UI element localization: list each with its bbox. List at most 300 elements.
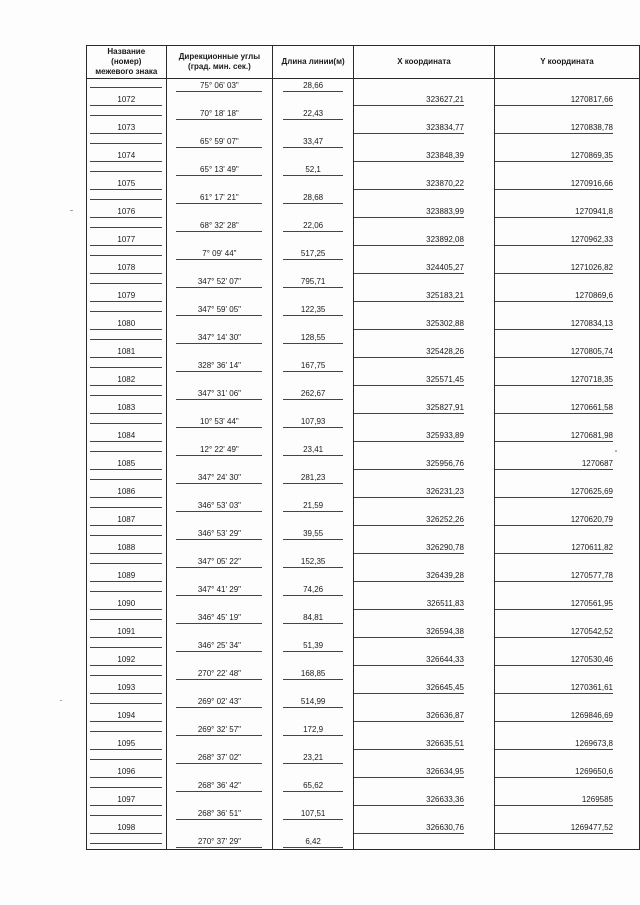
direction-angle-cell <box>166 807 273 821</box>
line-length-cell <box>273 331 354 345</box>
x-coordinate-cell <box>353 191 494 205</box>
y-coordinate-cell <box>494 807 639 821</box>
line-length-text: 172,9 <box>283 724 343 736</box>
x-coordinate-cell <box>353 611 494 625</box>
point-name-cell <box>87 709 167 723</box>
segment-row <box>87 331 640 345</box>
segment-row <box>87 415 640 429</box>
y-coordinate-text: 1269673,8 <box>495 738 613 750</box>
point-name-cell <box>87 695 167 709</box>
direction-angle-cell <box>166 569 273 583</box>
line-length-cell <box>273 205 354 219</box>
segment-row <box>87 499 640 513</box>
point-name-text: 1074 <box>90 150 162 162</box>
line-length-cell <box>273 597 354 611</box>
segment-row <box>87 471 640 485</box>
point-name-cell <box>87 443 167 457</box>
x-coordinate-text: 326290,78 <box>354 542 464 554</box>
segment-row <box>87 79 640 94</box>
point-name-cell <box>87 821 167 835</box>
y-coordinate-cell <box>494 793 639 807</box>
direction-angle-cell <box>166 247 273 261</box>
x-coordinate-cell <box>353 583 494 597</box>
y-coordinate-cell <box>494 569 639 583</box>
y-coordinate-cell <box>494 429 639 443</box>
point-name-text: 1093 <box>90 682 162 694</box>
x-coordinate-cell <box>353 751 494 765</box>
y-coordinate-text: 1270962,33 <box>495 234 613 246</box>
y-coordinate-text: 1270361,61 <box>495 682 613 694</box>
line-length-cell <box>273 317 354 331</box>
point-name-cell <box>87 471 167 485</box>
x-coordinate-cell <box>353 779 494 793</box>
point-name-text: 1084 <box>90 430 162 442</box>
segment-row <box>87 667 640 681</box>
point-name-cell <box>87 835 167 850</box>
point-name-cell <box>87 597 167 611</box>
y-coordinate-cell <box>494 723 639 737</box>
x-coordinate-cell <box>353 667 494 681</box>
y-coordinate-text: 1271026,82 <box>495 262 613 274</box>
direction-angle-text: 347° 31' 06" <box>176 388 262 400</box>
point-name-cell <box>87 135 167 149</box>
line-length-text: 84,81 <box>283 612 343 624</box>
line-length-text: 21,59 <box>283 500 343 512</box>
point-name-cell <box>87 401 167 415</box>
header-direction-angle: Дирекционные углы (град. мин. сек.) <box>166 46 273 79</box>
point-name-cell <box>87 79 167 94</box>
y-coordinate-cell <box>494 443 639 457</box>
point-name-cell <box>87 387 167 401</box>
direction-angle-cell <box>166 499 273 513</box>
x-coordinate-text: 325302,88 <box>354 318 464 330</box>
x-coordinate-cell <box>353 359 494 373</box>
line-length-text: 23,21 <box>283 752 343 764</box>
x-coordinate-cell <box>353 331 494 345</box>
direction-angle-cell <box>166 709 273 723</box>
x-coordinate-cell <box>353 709 494 723</box>
y-coordinate-text: 1270869,35 <box>495 150 613 162</box>
line-length-text: 167,75 <box>283 360 343 372</box>
point-name-text: 1097 <box>90 794 162 806</box>
x-coordinate-cell <box>353 793 494 807</box>
x-coordinate-cell <box>353 219 494 233</box>
point-row <box>87 345 640 359</box>
point-name-text: 1073 <box>90 122 162 134</box>
point-row <box>87 653 640 667</box>
direction-angle-cell <box>166 555 273 569</box>
point-name-cell <box>87 219 167 233</box>
direction-angle-cell <box>166 107 273 121</box>
line-length-cell <box>273 569 354 583</box>
line-length-cell <box>273 695 354 709</box>
point-name-text: 1079 <box>90 290 162 302</box>
point-name-text: 1090 <box>90 598 162 610</box>
point-name-text: 1077 <box>90 234 162 246</box>
point-row <box>87 709 640 723</box>
line-length-cell <box>273 639 354 653</box>
segment-row <box>87 443 640 457</box>
y-coordinate-cell <box>494 779 639 793</box>
point-name-text: 1086 <box>90 486 162 498</box>
header-y-coordinate: Y координата <box>494 46 639 79</box>
direction-angle-text: 65° 59' 07" <box>176 136 262 148</box>
point-row <box>87 681 640 695</box>
segment-row <box>87 275 640 289</box>
direction-angle-cell <box>166 93 273 107</box>
line-length-cell <box>273 401 354 415</box>
x-coordinate-cell <box>353 807 494 821</box>
direction-angle-text: 346° 53' 03" <box>176 500 262 512</box>
y-coordinate-cell <box>494 177 639 191</box>
point-name-cell <box>87 93 167 107</box>
x-coordinate-cell <box>353 723 494 737</box>
x-coordinate-text: 325428,26 <box>354 346 464 358</box>
point-name-text: 1078 <box>90 262 162 274</box>
y-coordinate-cell <box>494 275 639 289</box>
direction-angle-cell <box>166 695 273 709</box>
line-length-text: 33,47 <box>283 136 343 148</box>
direction-angle-cell <box>166 737 273 751</box>
line-length-text: 281,23 <box>283 472 343 484</box>
direction-angle-cell <box>166 639 273 653</box>
direction-angle-cell <box>166 177 273 191</box>
direction-angle-cell <box>166 331 273 345</box>
y-coordinate-cell <box>494 345 639 359</box>
line-length-cell <box>273 555 354 569</box>
point-name-cell <box>87 359 167 373</box>
x-coordinate-text: 323892,08 <box>354 234 464 246</box>
point-name-text: 1072 <box>90 94 162 106</box>
line-length-cell <box>273 191 354 205</box>
segment-row <box>87 723 640 737</box>
point-name-cell <box>87 737 167 751</box>
point-name-cell <box>87 233 167 247</box>
x-coordinate-cell <box>353 177 494 191</box>
y-coordinate-cell <box>494 107 639 121</box>
segment-row <box>87 639 640 653</box>
y-coordinate-text: 1270681,98 <box>495 430 613 442</box>
line-length-cell <box>273 163 354 177</box>
y-coordinate-cell <box>494 163 639 177</box>
x-coordinate-cell <box>353 653 494 667</box>
point-row <box>87 149 640 163</box>
direction-angle-cell <box>166 457 273 471</box>
line-length-cell <box>273 107 354 121</box>
direction-angle-cell <box>166 121 273 135</box>
direction-angle-text: 269° 32' 57" <box>176 724 262 736</box>
point-row <box>87 401 640 415</box>
point-name-cell <box>87 331 167 345</box>
line-length-cell <box>273 793 354 807</box>
point-name-cell <box>87 765 167 779</box>
x-coordinate-cell <box>353 289 494 303</box>
line-length-text: 65,62 <box>283 780 343 792</box>
direction-angle-text: 75° 06' 03" <box>176 80 262 92</box>
y-coordinate-cell <box>494 499 639 513</box>
y-coordinate-cell <box>494 513 639 527</box>
line-length-cell <box>273 723 354 737</box>
point-name-cell <box>87 415 167 429</box>
x-coordinate-cell <box>353 373 494 387</box>
x-coordinate-cell <box>353 737 494 751</box>
point-row <box>87 261 640 275</box>
x-coordinate-cell <box>353 121 494 135</box>
x-coordinate-text: 326636,87 <box>354 710 464 722</box>
point-name-cell <box>87 779 167 793</box>
line-length-text: 107,51 <box>283 808 343 820</box>
x-coordinate-cell <box>353 415 494 429</box>
direction-angle-cell <box>166 541 273 555</box>
segment-row <box>87 807 640 821</box>
point-row <box>87 93 640 107</box>
scan-speck <box>60 700 62 701</box>
direction-angle-cell <box>166 303 273 317</box>
direction-angle-cell <box>166 443 273 457</box>
x-coordinate-text: 324405,27 <box>354 262 464 274</box>
x-coordinate-text: 323834,77 <box>354 122 464 134</box>
x-coordinate-text: 326644,33 <box>354 654 464 666</box>
line-length-text: 22,06 <box>283 220 343 232</box>
y-coordinate-text: 1270941,8 <box>495 206 613 218</box>
x-coordinate-text: 325571,45 <box>354 374 464 386</box>
x-coordinate-cell <box>353 625 494 639</box>
direction-angle-cell <box>166 513 273 527</box>
x-coordinate-cell <box>353 247 494 261</box>
x-coordinate-cell <box>353 233 494 247</box>
direction-angle-cell <box>166 373 273 387</box>
line-length-text: 51,39 <box>283 640 343 652</box>
direction-angle-text: 70° 18' 18" <box>176 108 262 120</box>
point-name-text: 1081 <box>90 346 162 358</box>
y-coordinate-cell <box>494 359 639 373</box>
y-coordinate-cell <box>494 121 639 135</box>
direction-angle-cell <box>166 765 273 779</box>
boundary-coordinates-table <box>86 45 640 850</box>
table-header-row <box>87 46 640 79</box>
line-length-text: 28,66 <box>283 80 343 92</box>
point-name-cell <box>87 149 167 163</box>
line-length-cell <box>273 751 354 765</box>
x-coordinate-text: 325933,89 <box>354 430 464 442</box>
line-length-cell <box>273 303 354 317</box>
y-coordinate-text: 1270530,46 <box>495 654 613 666</box>
line-length-cell <box>273 499 354 513</box>
direction-angle-cell <box>166 345 273 359</box>
line-length-cell <box>273 121 354 135</box>
line-length-cell <box>273 289 354 303</box>
line-length-cell <box>273 219 354 233</box>
point-name-cell <box>87 163 167 177</box>
direction-angle-cell <box>166 527 273 541</box>
line-length-cell <box>273 583 354 597</box>
direction-angle-text: 7° 09' 44" <box>176 248 262 260</box>
line-length-text: 128,55 <box>283 332 343 344</box>
y-coordinate-cell <box>494 681 639 695</box>
line-length-cell <box>273 387 354 401</box>
line-length-cell <box>273 359 354 373</box>
segment-row <box>87 359 640 373</box>
y-coordinate-text: 1270561,95 <box>495 598 613 610</box>
segment-row <box>87 779 640 793</box>
segment-row <box>87 527 640 541</box>
line-length-cell <box>273 541 354 555</box>
y-coordinate-cell <box>494 79 639 94</box>
segment-row <box>87 555 640 569</box>
x-coordinate-cell <box>353 695 494 709</box>
table-body <box>87 79 640 850</box>
y-coordinate-cell <box>494 555 639 569</box>
point-row <box>87 205 640 219</box>
point-row <box>87 625 640 639</box>
x-coordinate-cell <box>353 541 494 555</box>
y-coordinate-text: 1270687 <box>495 458 613 470</box>
y-coordinate-cell <box>494 709 639 723</box>
x-coordinate-text: 323627,21 <box>354 94 464 106</box>
point-name-cell <box>87 121 167 135</box>
segment-row <box>87 247 640 261</box>
segment-row <box>87 107 640 121</box>
direction-angle-cell <box>166 681 273 695</box>
x-coordinate-cell <box>353 821 494 835</box>
line-length-text: 74,26 <box>283 584 343 596</box>
y-coordinate-cell <box>494 471 639 485</box>
point-name-cell <box>87 485 167 499</box>
direction-angle-cell <box>166 723 273 737</box>
x-coordinate-cell <box>353 513 494 527</box>
direction-angle-text: 269° 02' 43" <box>176 696 262 708</box>
y-coordinate-text: 1270817,66 <box>495 94 613 106</box>
line-length-cell <box>273 415 354 429</box>
direction-angle-cell <box>166 387 273 401</box>
direction-angle-cell <box>166 149 273 163</box>
direction-angle-text: 346° 45' 19" <box>176 612 262 624</box>
x-coordinate-text: 326439,28 <box>354 570 464 582</box>
y-coordinate-cell <box>494 233 639 247</box>
x-coordinate-cell <box>353 317 494 331</box>
line-length-cell <box>273 443 354 457</box>
direction-angle-cell <box>166 653 273 667</box>
point-name-cell <box>87 247 167 261</box>
header-x-coordinate: X координата <box>353 46 494 79</box>
point-name-text: 1092 <box>90 654 162 666</box>
line-length-cell <box>273 457 354 471</box>
point-name-cell <box>87 807 167 821</box>
line-length-cell <box>273 149 354 163</box>
scan-speck <box>70 210 73 211</box>
y-coordinate-text: 1270661,58 <box>495 402 613 414</box>
direction-angle-text: 10° 53' 44" <box>176 416 262 428</box>
point-name-text: 1085 <box>90 458 162 470</box>
point-row <box>87 429 640 443</box>
x-coordinate-cell <box>353 275 494 289</box>
x-coordinate-text: 323883,99 <box>354 206 464 218</box>
point-name-text: 1091 <box>90 626 162 638</box>
y-coordinate-cell <box>494 835 639 850</box>
point-row <box>87 513 640 527</box>
x-coordinate-text: 326630,76 <box>354 822 464 834</box>
line-length-cell <box>273 653 354 667</box>
direction-angle-cell <box>166 611 273 625</box>
point-row <box>87 317 640 331</box>
x-coordinate-cell <box>353 135 494 149</box>
point-row <box>87 737 640 751</box>
y-coordinate-cell <box>494 191 639 205</box>
point-name-cell <box>87 303 167 317</box>
y-coordinate-text: 1270577,78 <box>495 570 613 582</box>
direction-angle-cell <box>166 401 273 415</box>
line-length-text: 517,25 <box>283 248 343 260</box>
x-coordinate-cell <box>353 597 494 611</box>
x-coordinate-text: 323848,39 <box>354 150 464 162</box>
point-name-text: 1095 <box>90 738 162 750</box>
line-length-text: 122,35 <box>283 304 343 316</box>
x-coordinate-text: 326635,51 <box>354 738 464 750</box>
point-name-cell <box>87 527 167 541</box>
segment-row <box>87 303 640 317</box>
line-length-cell <box>273 135 354 149</box>
line-length-cell <box>273 779 354 793</box>
direction-angle-cell <box>166 233 273 247</box>
point-name-cell <box>87 457 167 471</box>
y-coordinate-text: 1270625,69 <box>495 486 613 498</box>
direction-angle-text: 268° 37' 02" <box>176 752 262 764</box>
line-length-cell <box>273 513 354 527</box>
y-coordinate-cell <box>494 527 639 541</box>
point-name-cell <box>87 513 167 527</box>
y-coordinate-text: 1270838,78 <box>495 122 613 134</box>
x-coordinate-cell <box>353 499 494 513</box>
point-name-text: 1089 <box>90 570 162 582</box>
direction-angle-cell <box>166 597 273 611</box>
point-row <box>87 233 640 247</box>
direction-angle-text: 270° 22' 48" <box>176 668 262 680</box>
direction-angle-text: 61° 17' 21" <box>176 192 262 204</box>
x-coordinate-text: 326511,83 <box>354 598 464 610</box>
direction-angle-text: 346° 53' 29" <box>176 528 262 540</box>
point-name-cell <box>87 681 167 695</box>
line-length-cell <box>273 527 354 541</box>
x-coordinate-text: 326633,36 <box>354 794 464 806</box>
x-coordinate-cell <box>353 261 494 275</box>
point-name-text: 1082 <box>90 374 162 386</box>
y-coordinate-cell <box>494 457 639 471</box>
x-coordinate-cell <box>353 205 494 219</box>
direction-angle-cell <box>166 163 273 177</box>
line-length-cell <box>273 611 354 625</box>
point-row <box>87 485 640 499</box>
direction-angle-text: 347° 24' 30" <box>176 472 262 484</box>
x-coordinate-text: 325827,91 <box>354 402 464 414</box>
line-length-text: 168,85 <box>283 668 343 680</box>
point-name-text: 1096 <box>90 766 162 778</box>
line-length-text: 795,71 <box>283 276 343 288</box>
line-length-cell <box>273 93 354 107</box>
point-name-cell <box>87 345 167 359</box>
line-length-text: 107,93 <box>283 416 343 428</box>
point-name-cell <box>87 611 167 625</box>
direction-angle-cell <box>166 835 273 850</box>
point-name-text: 1075 <box>90 178 162 190</box>
segment-row <box>87 191 640 205</box>
direction-angle-cell <box>166 751 273 765</box>
point-row <box>87 177 640 191</box>
y-coordinate-cell <box>494 317 639 331</box>
direction-angle-cell <box>166 583 273 597</box>
x-coordinate-text: 326252,26 <box>354 514 464 526</box>
x-coordinate-cell <box>353 429 494 443</box>
y-coordinate-cell <box>494 485 639 499</box>
